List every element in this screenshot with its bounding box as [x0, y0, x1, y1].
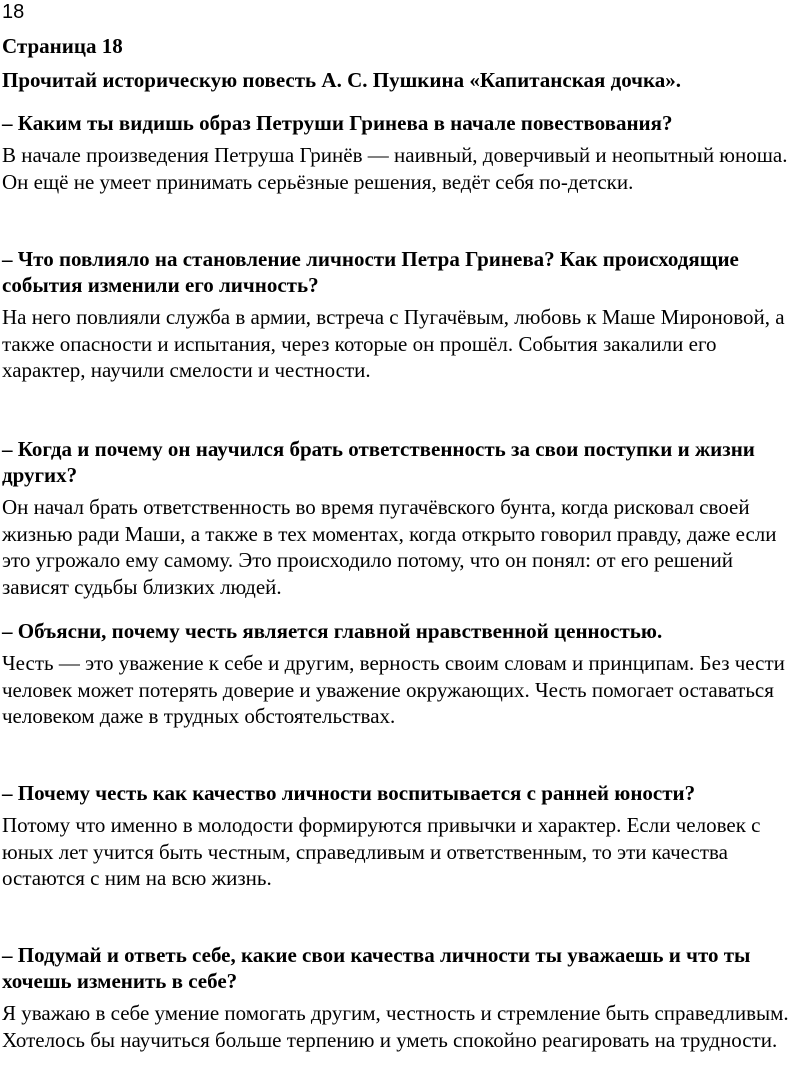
page-title: Страница 18: [2, 34, 123, 58]
page-number: 18: [2, 1, 25, 23]
answer-3: Он начал брать ответственность во время пугачёвского бунта, когда рисковал своей жизнью ради Маши, а также в тех моментах, когда открыто говорил правду, даже если это угрожало ему самому. Это происходило потому, что он понял: от его решений зависят судьбы близких людей.: [2, 495, 777, 599]
qa-block-5: [2, 780, 798, 892]
answer-5: Потому что именно в молодости формируются привычки и характер. Если человек с юных лет учится быть честным, справедливым и ответственным, то эти качества остаются с ним на всю жизнь.: [2, 813, 761, 890]
qa-block-3: [2, 436, 798, 600]
qa-block-1: [2, 110, 798, 195]
answer-4: Честь — это уважение к себе и другим, верность своим словам и принципам. Без чести человек может потерять доверие и уважение окружающих. Честь помогает оставаться человеком даже в трудных обстоятельствах.: [2, 651, 785, 728]
qa-block-6: [2, 942, 798, 1053]
qa-block-4: [2, 618, 798, 730]
question-4: – Объясни, почему честь является главной нравственной ценностью.: [2, 619, 663, 643]
question-2: – Что повлияло на становление личности Петра Гринева? Как происходящие события изменили его личность?: [2, 247, 739, 297]
answer-1: В начале произведения Петруша Гринёв — наивный, доверчивый и неопытный юноша. Он ещё не умеет принимать серьёзные решения, ведёт себя по-детски.: [2, 143, 788, 194]
question-1: – Каким ты видишь образ Петруши Гринева в начале повествования?: [2, 111, 673, 135]
answer-2: На него повлияли служба в армии, встреча с Пугачёвым, любовь к Маше Мироновой, а также опасности и испытания, через которые он прошёл. События закалили его характер, научили смелости и честности.: [2, 305, 785, 382]
question-3: – Когда и почему он научился брать ответственность за свои поступки и жизни других?: [2, 437, 755, 487]
answer-6: Я уважаю в себе умение помогать другим, честность и стремление быть справедливым. Хотелось бы научиться больше терпению и уметь спокойно реагировать на трудности.: [2, 1001, 789, 1052]
qa-block-2: [2, 246, 798, 384]
task-intro: Прочитай историческую повесть А. С. Пушкина «Капитанская дочка».: [2, 68, 682, 92]
question-5: – Почему честь как качество личности воспитывается с ранней юности?: [2, 781, 696, 805]
page-header: [2, 32, 798, 94]
question-6: – Подумай и ответь себе, какие свои качества личности ты уважаешь и что ты хочешь изменить в себе?: [2, 943, 751, 993]
